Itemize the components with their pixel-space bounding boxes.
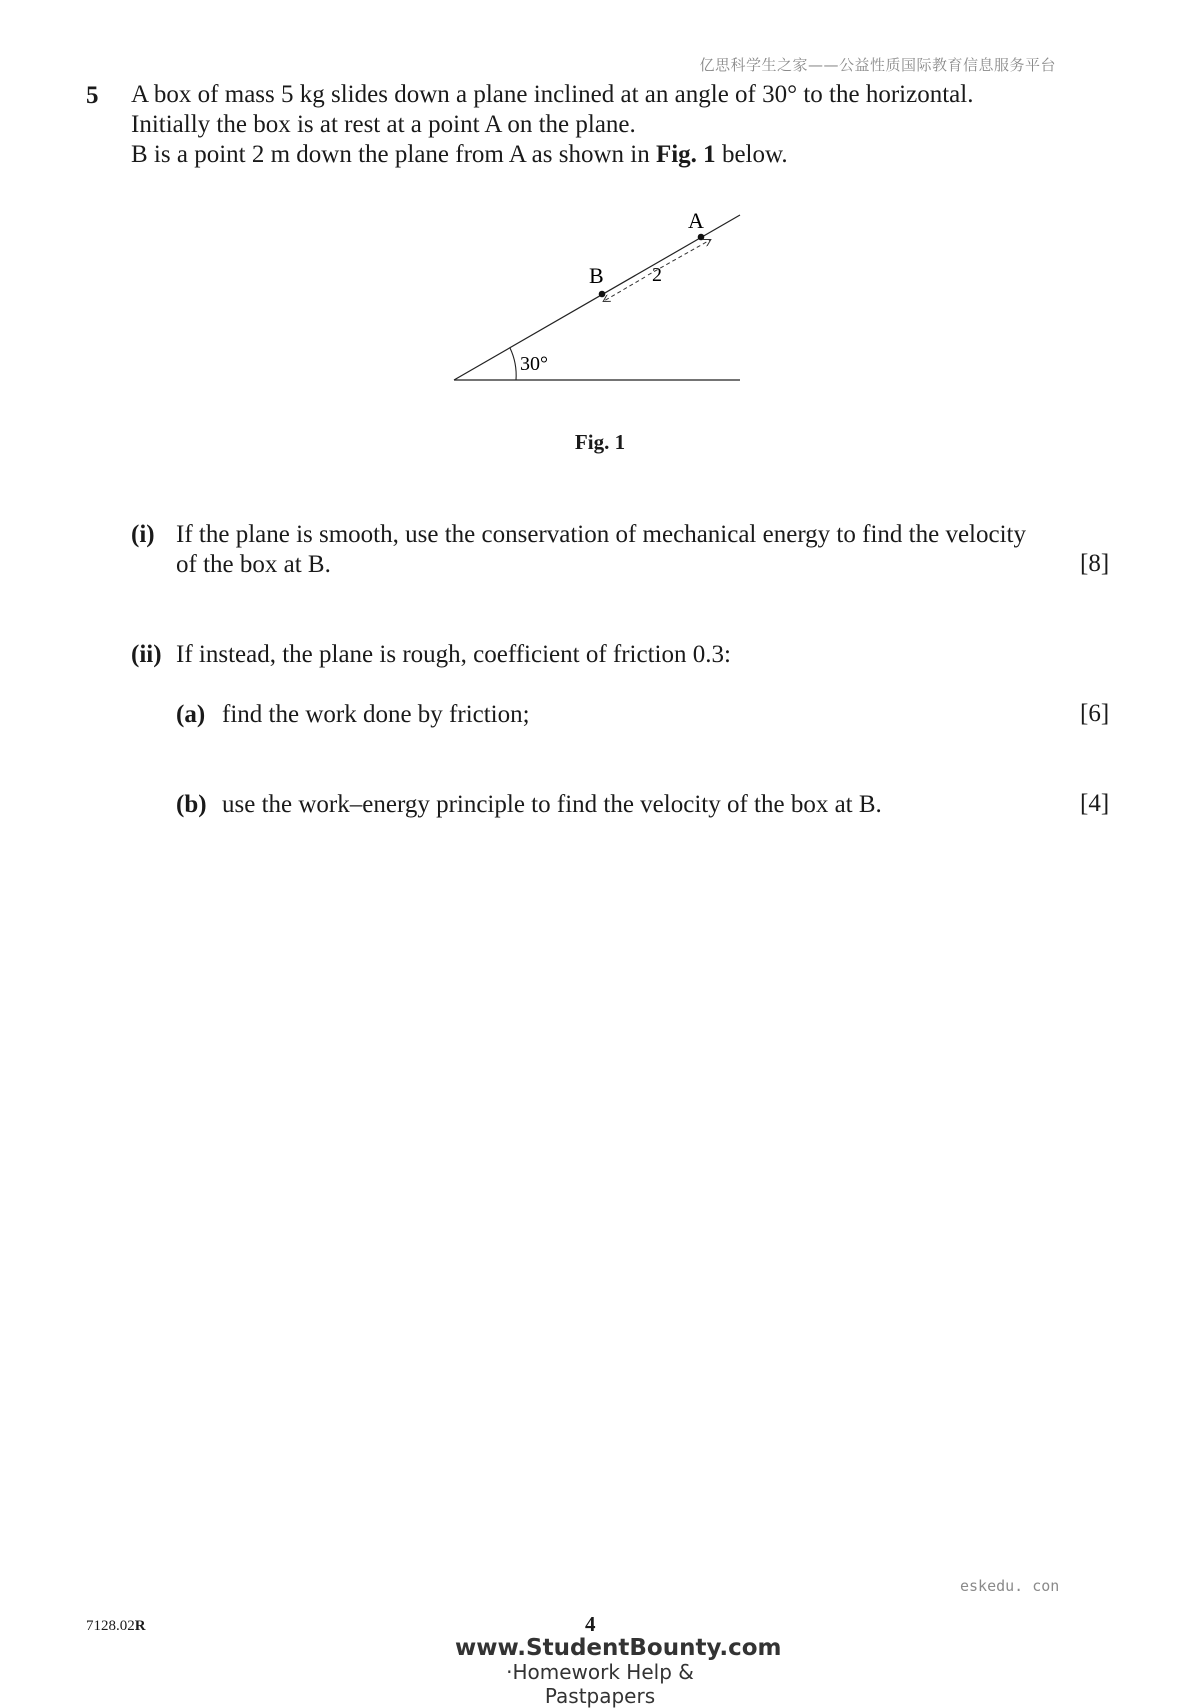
header-watermark: 亿思科学生之家——公益性质国际教育信息服务平台 [699,56,1056,74]
part-ii-label: (ii) [131,641,162,668]
inclined-plane-figure [440,200,750,390]
logo-line-1: www.StudentBounty.com [455,1635,782,1661]
figure-reference: Fig. 1 [655,141,716,168]
part-ii-a-text: find the work done by friction; [222,701,530,728]
question-number: 5 [86,82,99,109]
incline-line [454,215,740,380]
footer-watermark: eskedu. con [960,1577,1060,1595]
distance-label: 2 [652,264,662,286]
point-a-label: A [688,208,704,233]
studentbounty-logo [455,1635,782,1708]
stem-line-3-pre: B is a point 2 m down the plane from A as shown in [131,141,656,168]
part-ii-a-label: (a) [176,701,206,728]
page-number: 4 [585,1612,596,1636]
inclined-plane-diagram [440,200,750,390]
point-a-dot [698,234,705,241]
stem-line-1: A box of mass 5 kg slides down a plane inclined at an angle of 30° to the horizontal. [131,81,974,108]
logo-line-2: ·Homework Help & Pastpapers [506,1660,694,1708]
part-i-text-line-2: of the box at B. [176,551,331,578]
point-b-dot [599,291,606,298]
figure-caption: Fig. 1 [574,430,626,454]
point-b-label: B [589,263,604,288]
document-code-suffix: R [134,1618,146,1634]
stem-line-3-post: below. [715,141,788,168]
part-ii-b-label: (b) [176,791,207,818]
stem-line-2: Initially the box is at rest at a point A on the plane. [131,111,636,138]
distance-arrow-down [604,277,645,301]
part-i-label: (i) [131,521,155,548]
document-code [86,1618,146,1635]
part-ii-text: If instead, the plane is rough, coefficient of friction 0.3: [176,641,731,668]
angle-label: 30° [520,353,548,375]
part-i-marks: [8] [1080,550,1110,577]
question-stem [131,80,973,170]
part-ii-a-marks: [6] [1080,700,1110,727]
document-code-prefix: 7128.02 [86,1618,135,1634]
stem-line-3 [131,140,973,170]
angle-arc [510,348,516,380]
part-ii-b-text: use the work–energy principle to find the velocity of the box at B. [222,791,882,818]
part-i-text-line-1: If the plane is smooth, use the conservation of mechanical energy to find the velocity [176,521,1026,548]
part-ii-b-marks: [4] [1080,790,1110,817]
